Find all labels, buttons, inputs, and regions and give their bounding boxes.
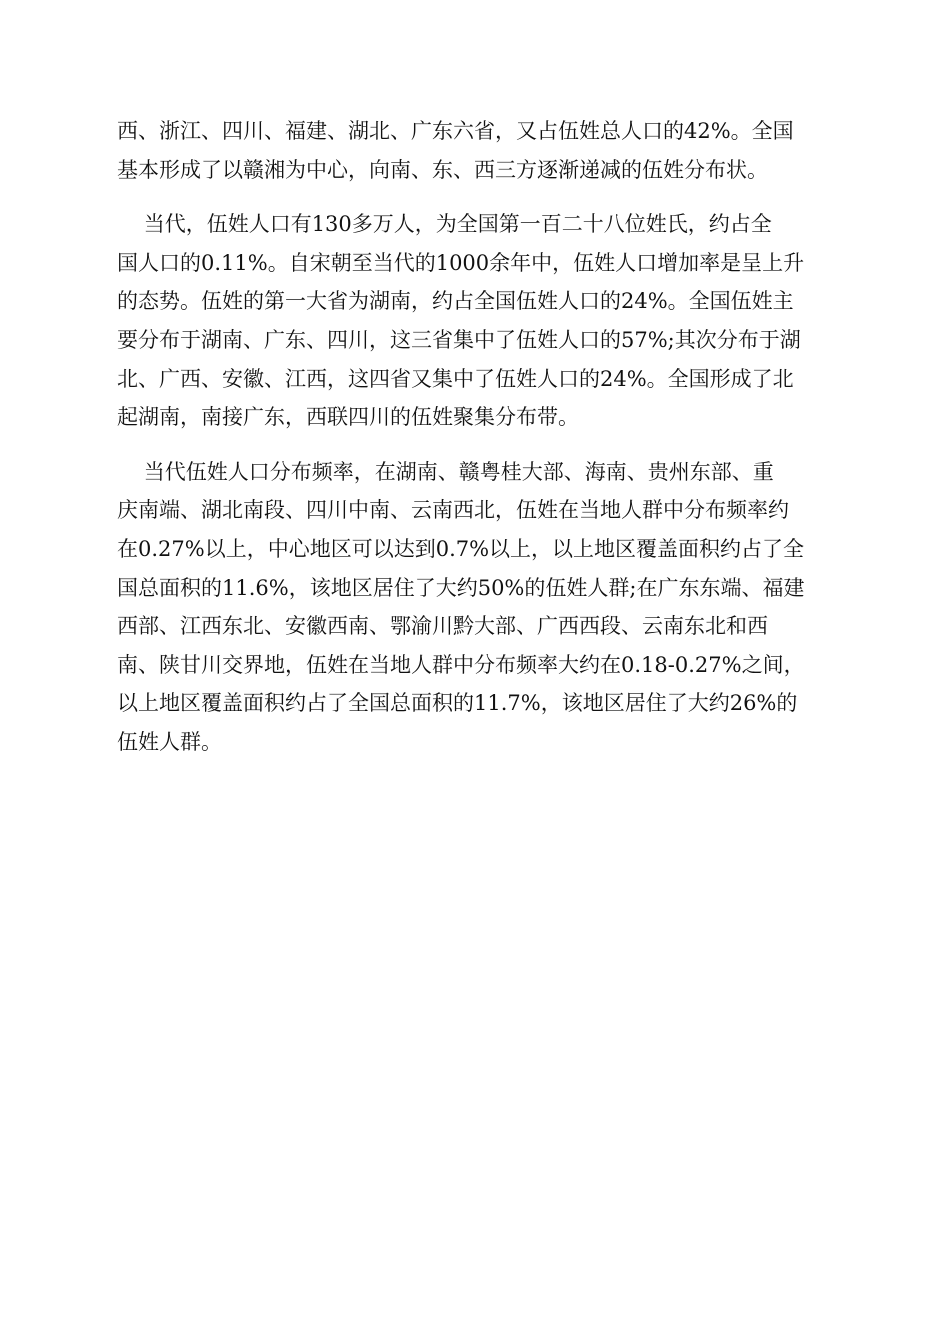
text-line: 起湖南，南接广东，西联四川的伍姓聚集分布带。 <box>117 405 579 430</box>
text-line: 北、广西、安徽、江西，这四省又集中了伍姓人口的24%。全国形成了北 <box>117 366 794 391</box>
paragraph-1 <box>117 112 833 189</box>
text-line: 在0.27%以上，中心地区可以达到0.7%以上，以上地区覆盖面积约占了全 <box>117 536 805 561</box>
paragraph-2 <box>117 205 833 437</box>
text-line: 伍姓人群。 <box>117 729 222 754</box>
text-line: 西部、江西东北、安徽西南、鄂渝川黔大部、广西西段、云南东北和西 <box>117 614 768 639</box>
text-line: 基本形成了以赣湘为中心，向南、东、西三方逐渐递减的伍姓分布状。 <box>117 157 768 182</box>
text-line: 庆南端、湖北南段、四川中南、云南西北，伍姓在当地人群中分布频率约 <box>117 498 789 523</box>
paragraph-3 <box>117 453 833 762</box>
text-line: 以上地区覆盖面积约占了全国总面积的11.7%，该地区居住了大约26%的 <box>117 691 798 716</box>
text-line: 的态势。伍姓的第一大省为湖南，约占全国伍姓人口的24%。全国伍姓主 <box>117 289 794 314</box>
text-line: 国总面积的11.6%，该地区居住了大约50%的伍姓人群;在广东东端、福建 <box>117 575 805 600</box>
text-line: 南、陕甘川交界地，伍姓在当地人群中分布频率大约在0.18-0.27%之间， <box>117 652 805 677</box>
text-line: 要分布于湖南、广东、四川，这三省集中了伍姓人口的57%;其次分布于湖 <box>117 327 801 352</box>
text-line: 国人口的0.11%。自宋朝至当代的1000余年中，伍姓人口增加率是呈上升 <box>117 250 805 275</box>
text-line: 西、浙江、四川、福建、湖北、广东六省，又占伍姓总人口的42%。全国 <box>117 119 794 143</box>
text-line: 当代伍姓人口分布频率，在湖南、赣粤桂大部、海南、贵州东部、重 <box>117 459 774 484</box>
text-line: 当代，伍姓人口有130多万人，为全国第一百二十八位姓氏，约占全 <box>117 212 772 237</box>
document-body <box>117 112 833 778</box>
